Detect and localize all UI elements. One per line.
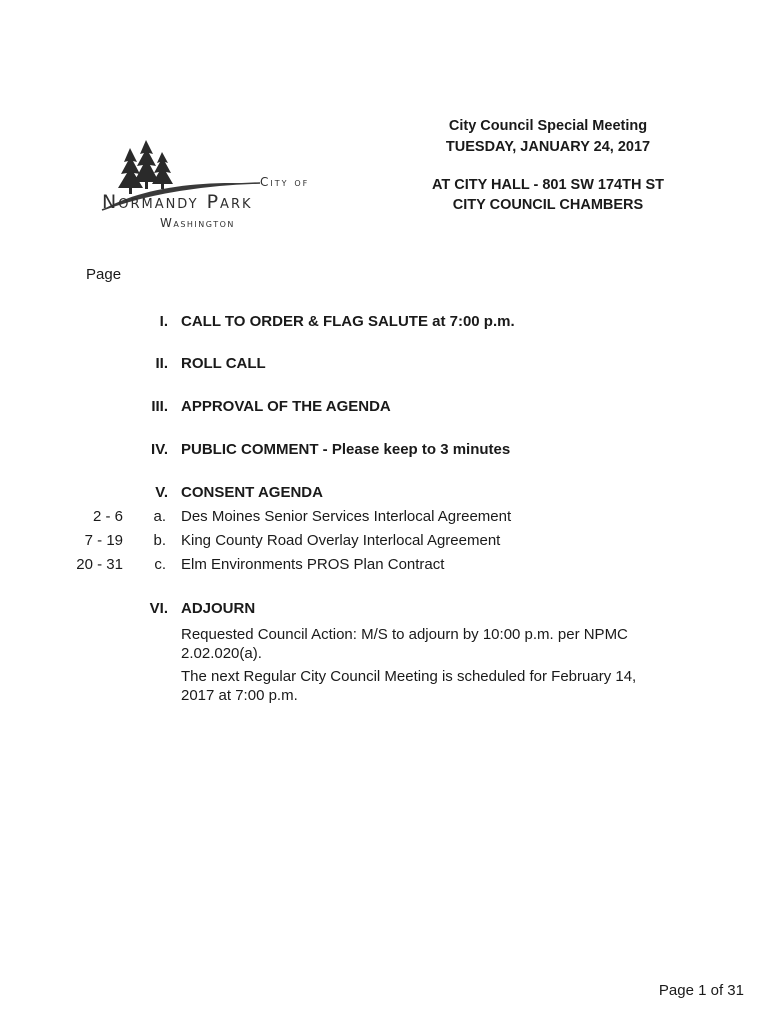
agenda-numeral: I. <box>159 313 168 330</box>
subitem-text: King County Road Overlay Interlocal Agreement <box>181 532 501 549</box>
location-line-2: CITY COUNCIL CHAMBERS <box>452 197 644 213</box>
page-number: Page 1 of 31 <box>658 982 744 999</box>
meeting-title: City Council Special Meeting <box>448 118 648 134</box>
page-range: 7 - 19 <box>84 532 123 549</box>
page-range: 20 - 31 <box>76 556 123 573</box>
city-logo <box>100 136 360 240</box>
agenda-numeral: III. <box>151 398 168 415</box>
meeting-date: TUESDAY, JANUARY 24, 2017 <box>445 139 651 155</box>
agenda-title: PUBLIC COMMENT - Please keep to 3 minutes <box>181 441 511 458</box>
subitem-letter: c. <box>154 556 166 573</box>
location-line-1: AT CITY HALL - 801 SW 174TH ST <box>431 177 665 193</box>
logo-city-of: City of <box>260 175 310 189</box>
agenda-numeral: V. <box>155 484 168 501</box>
adjourn-action-text: Requested Council Action: M/S to adjourn by 10:00 p.m. per NPMC 2.02.020(a). <box>181 626 628 662</box>
agenda-numeral: IV. <box>151 441 168 458</box>
agenda-title: APPROVAL OF THE AGENDA <box>181 398 391 415</box>
subitem-text: Elm Environments PROS Plan Contract <box>181 556 445 573</box>
agenda-numeral: II. <box>155 355 168 372</box>
agenda-title: CALL TO ORDER & FLAG SALUTE at 7:00 p.m. <box>181 313 515 330</box>
agenda-numeral: VI. <box>149 600 168 617</box>
logo-normandy-park: Normandy Park <box>102 191 253 213</box>
next-meeting-text: The next Regular City Council Meeting is scheduled for February 14, 2017 at 7:00 p.m. <box>181 668 637 704</box>
page-column-label: Page <box>86 266 122 283</box>
agenda-title: ADJOURN <box>181 600 256 617</box>
logo-washington: Washington <box>160 216 235 230</box>
subitem-letter: b. <box>153 532 166 549</box>
agenda-title: ROLL CALL <box>181 355 266 372</box>
subitem-letter: a. <box>153 508 166 525</box>
agenda-title: CONSENT AGENDA <box>181 484 323 501</box>
subitem-text: Des Moines Senior Services Interlocal Agreement <box>181 508 512 525</box>
page-range: 2 - 6 <box>92 508 123 525</box>
